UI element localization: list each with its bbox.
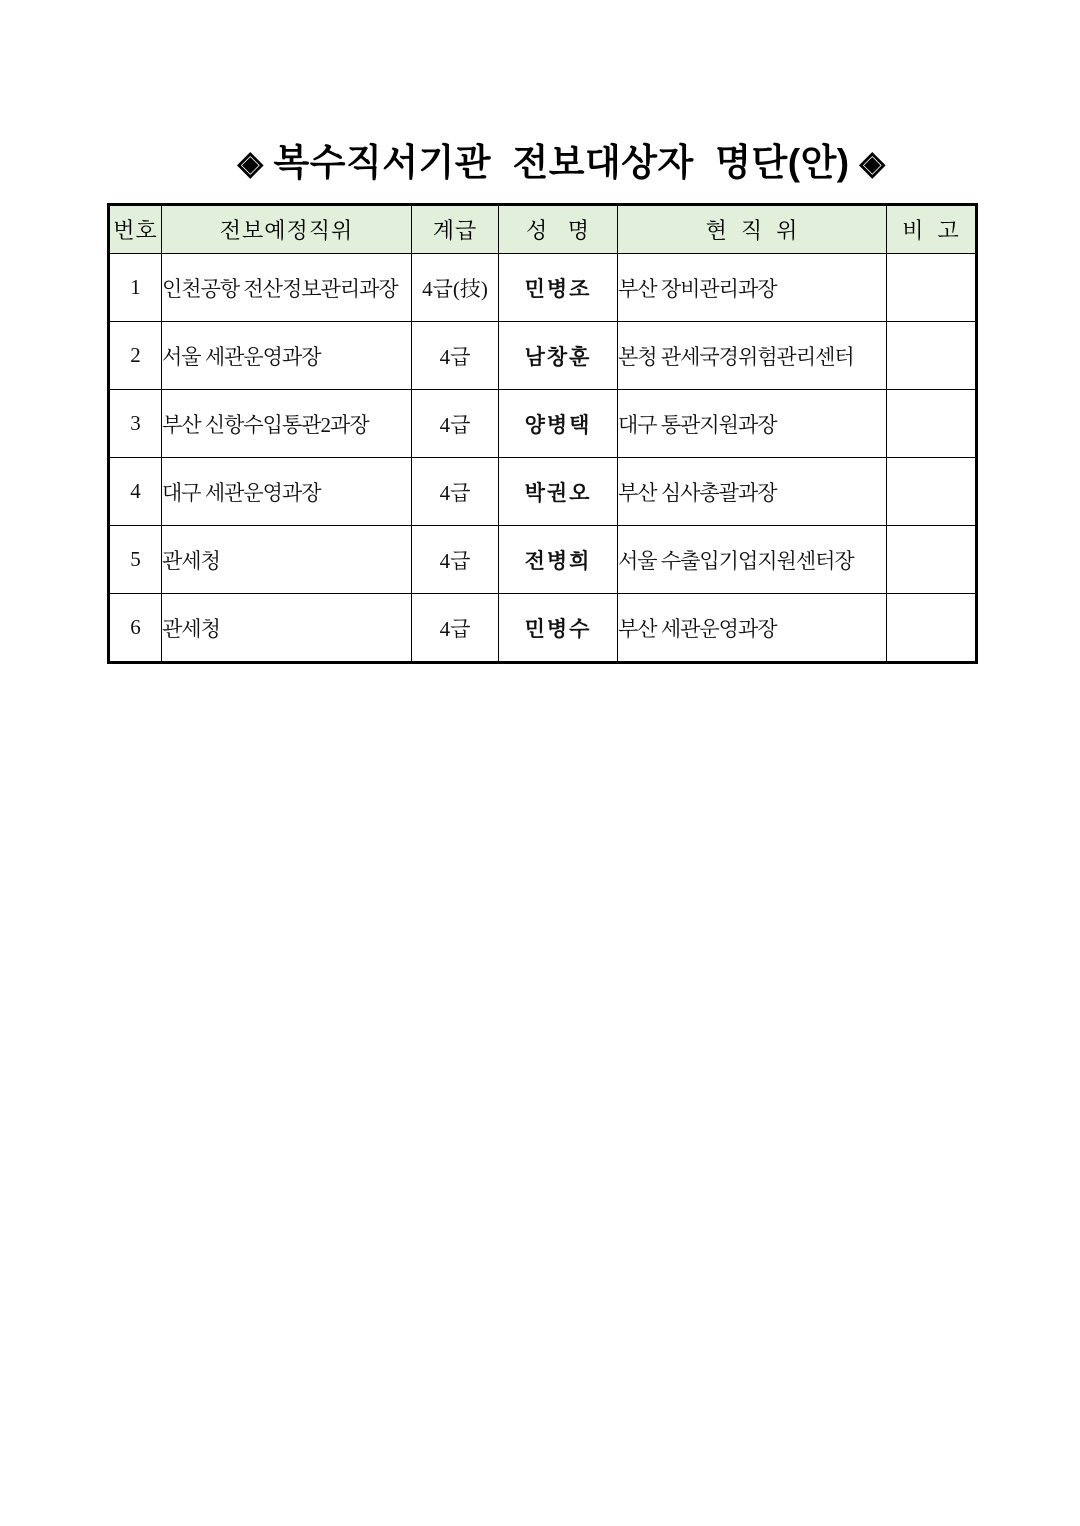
cell-rank: 4급 (412, 322, 499, 390)
column-header-planned-position: 전보예정직위 (162, 205, 412, 254)
transfer-roster-table (107, 203, 978, 664)
cell-number: 6 (109, 594, 162, 663)
cell-name: 민병조 (499, 254, 618, 322)
page-title-text: 복수직서기관 전보대상자 명단(안) (273, 142, 850, 183)
cell-rank: 4급 (412, 594, 499, 663)
cell-planned-position: 관세청 (162, 594, 412, 663)
cell-name: 민병수 (499, 594, 618, 663)
cell-number: 4 (109, 458, 162, 526)
cell-number: 5 (109, 526, 162, 594)
cell-current-position: 대구 통관지원과장 (618, 390, 887, 458)
cell-name: 전병희 (499, 526, 618, 594)
cell-rank: 4급 (412, 458, 499, 526)
cell-planned-position: 부산 신항수입통관2과장 (162, 390, 412, 458)
table-row (109, 526, 977, 594)
table-header-row (109, 205, 977, 254)
column-header-current-position: 현 직 위 (618, 205, 887, 254)
table-row (109, 458, 977, 526)
cell-note (887, 390, 977, 458)
table-row (109, 322, 977, 390)
diamond-icon: ◈ (859, 144, 886, 181)
column-header-note: 비 고 (887, 205, 977, 254)
cell-current-position: 부산 심사총괄과장 (618, 458, 887, 526)
cell-number: 3 (109, 390, 162, 458)
cell-note (887, 526, 977, 594)
cell-number: 1 (109, 254, 162, 322)
column-header-number: 번호 (109, 205, 162, 254)
cell-name: 남창훈 (499, 322, 618, 390)
cell-note (887, 594, 977, 663)
cell-note (887, 322, 977, 390)
table-row (109, 594, 977, 663)
cell-current-position: 서울 수출입기업지원센터장 (618, 526, 887, 594)
cell-name: 박권오 (499, 458, 618, 526)
cell-note (887, 254, 977, 322)
cell-rank: 4급 (412, 526, 499, 594)
cell-current-position: 본청 관세국경위험관리센터 (618, 322, 887, 390)
cell-rank: 4급(技) (412, 254, 499, 322)
cell-planned-position: 대구 세관운영과장 (162, 458, 412, 526)
table-row (109, 254, 977, 322)
cell-planned-position: 인천공항 전산정보관리과장 (162, 254, 412, 322)
cell-planned-position: 관세청 (162, 526, 412, 594)
cell-planned-position: 서울 세관운영과장 (162, 322, 412, 390)
cell-number: 2 (109, 322, 162, 390)
table-row (109, 390, 977, 458)
cell-current-position: 부산 세관운영과장 (618, 594, 887, 663)
diamond-icon: ◈ (237, 144, 264, 181)
column-header-name: 성 명 (499, 205, 618, 254)
cell-name: 양병택 (499, 390, 618, 458)
table-body (109, 254, 977, 663)
column-header-rank: 계급 (412, 205, 499, 254)
cell-note (887, 458, 977, 526)
cell-current-position: 부산 장비관리과장 (618, 254, 887, 322)
cell-rank: 4급 (412, 390, 499, 458)
